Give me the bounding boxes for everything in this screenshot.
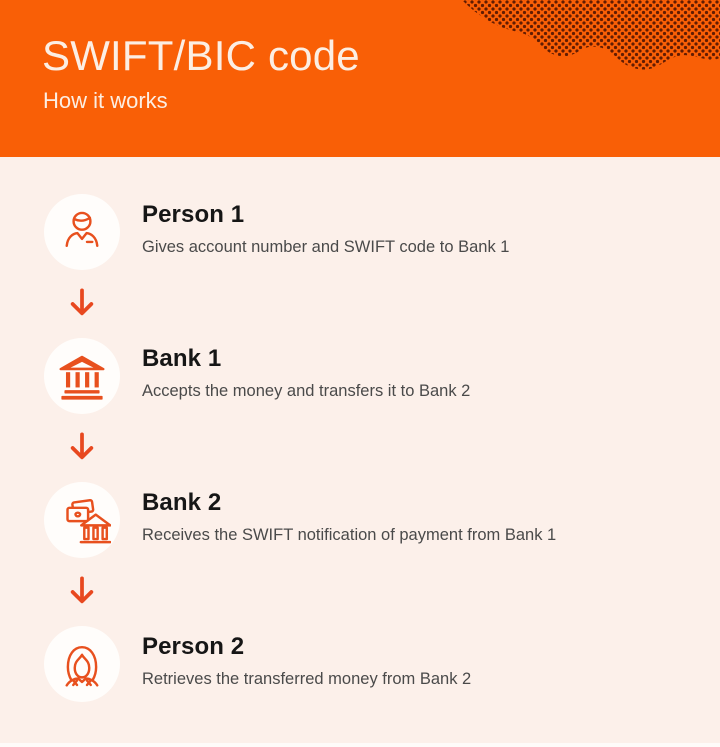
step-title: Bank 2 <box>142 489 222 516</box>
step-text <box>142 194 509 257</box>
page-subtitle: How it works <box>43 88 168 113</box>
flow-connector <box>44 270 120 338</box>
person-female-icon <box>53 635 111 693</box>
halftone-dots-decoration <box>428 0 720 80</box>
step-description: Receives the SWIFT notification of payment from Bank 1 <box>142 526 557 544</box>
step-person-2 <box>44 626 720 702</box>
step-bank-1 <box>44 338 720 414</box>
bank-money-icon <box>53 491 111 549</box>
step-icon-circle <box>44 626 120 702</box>
step-bank-2 <box>44 482 720 558</box>
step-title: Bank 1 <box>142 345 222 372</box>
step-description: Accepts the money and transfers it to Bank 2 <box>142 382 471 400</box>
person-male-icon <box>53 203 111 261</box>
step-description: Retrieves the transferred money from Bank 2 <box>142 670 472 688</box>
step-description: Gives account number and SWIFT code to Bank 1 <box>142 238 510 256</box>
step-title: Person 1 <box>142 201 245 228</box>
page-title: SWIFT/BIC code <box>42 32 360 79</box>
flow-connector <box>44 558 120 626</box>
step-person-1 <box>44 194 720 270</box>
arrow-down-icon <box>65 431 99 465</box>
step-text <box>142 626 471 689</box>
flow-diagram <box>0 157 720 702</box>
flow-connector <box>44 414 120 482</box>
header <box>0 0 720 157</box>
step-icon-circle <box>44 194 120 270</box>
step-title: Person 2 <box>142 633 245 660</box>
step-icon-circle <box>44 338 120 414</box>
arrow-down-icon <box>65 287 99 321</box>
arrow-down-icon <box>65 575 99 609</box>
bank-icon <box>53 347 111 405</box>
step-text <box>142 338 470 401</box>
step-text <box>142 482 556 545</box>
step-icon-circle <box>44 482 120 558</box>
